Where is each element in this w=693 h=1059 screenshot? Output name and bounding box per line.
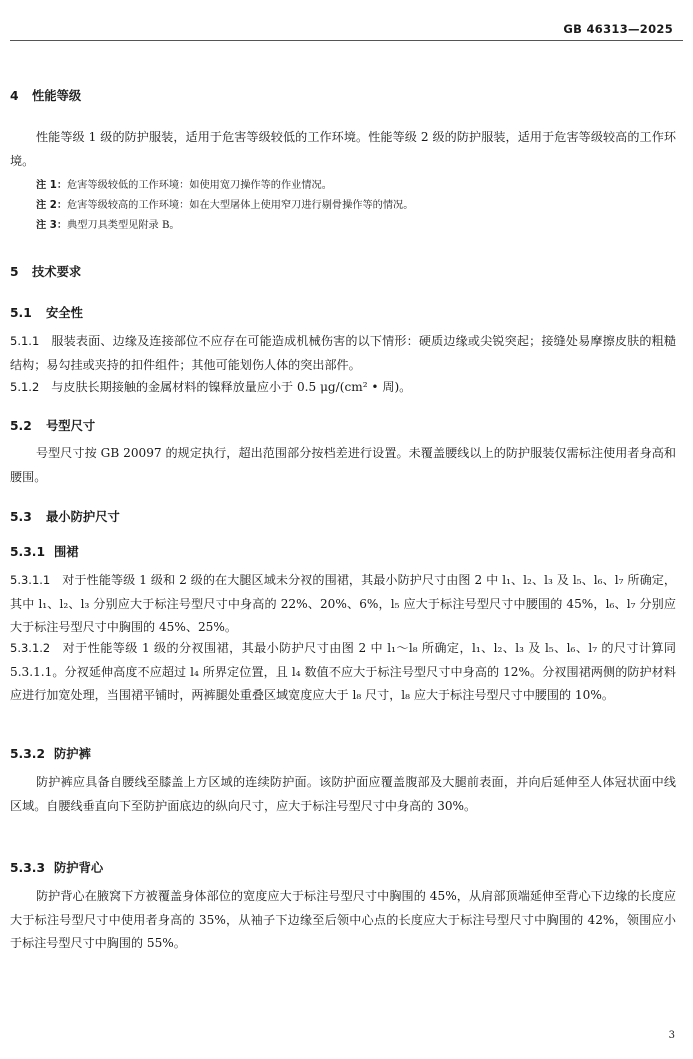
clause-5-1-2-text: 与皮肤长期接触的金属材料的镍释放量应小于 0.5 μg/(cm² • 周)。	[51, 380, 412, 394]
section-5-title: 技术要求	[32, 265, 82, 279]
section-5-3-2-paragraph: 防护裤应具备自腰线至膝盖上方区域的连续防护面。该防护面应覆盖腹部及大腿前表面，并向后延伸至人体冠状面中线区域。自腰线垂直向下至防护面底边的纵向尺寸，应大于标注号型尺寸中身高的 30%。	[10, 775, 676, 813]
section-5-2-heading	[10, 416, 95, 434]
section-5-3-3-heading	[10, 858, 103, 876]
section-4-number: 4	[10, 89, 19, 103]
note-2-label: 注 2：	[36, 200, 68, 211]
section-5-2-title: 号型尺寸	[46, 419, 96, 433]
clause-5-3-1-1-number: 5.3.1.1	[10, 573, 51, 587]
note-3	[36, 215, 180, 237]
clause-5-3-1-1	[10, 569, 676, 640]
clause-5-1-2-number: 5.1.2	[10, 380, 40, 394]
section-5-number: 5	[10, 265, 19, 279]
clause-5-3-1-2-number: 5.3.1.2	[10, 641, 51, 655]
note-1-label: 注 1：	[36, 180, 68, 191]
section-5-3-1-heading	[10, 542, 79, 560]
note-2	[36, 195, 413, 217]
clause-5-3-1-2-text: 对于性能等级 1 级的分衩围裙，其最小防护尺寸由图 2 中 l₁～l₈ 所确定，l₁、l₂、l₃ 及 l₅、l₆、l₇ 的尺寸计算同 5.3.1.1。分衩延伸高度不应超过 l₄ 所界定位置，且 l₄ 数值不应大于标注号型尺寸中身高的 12%。分衩围裙两侧的防护材料应进行加宽处理，当围裙平铺时，两裤腿处重叠区域宽度应大于 l₈ 尺寸，l₈ 应大于标注号型尺寸中腰围的 10%。	[10, 641, 676, 702]
note-3-label: 注 3：	[36, 220, 68, 231]
section-5-3-heading	[10, 507, 120, 525]
section-4-paragraph: 性能等级 1 级的防护服装，适用于危害等级较低的工作环境。性能等级 2 级的防护服装，适用于危害等级较高的工作环境。	[10, 130, 676, 168]
section-5-3-3-paragraph: 防护背心在腋窝下方被覆盖身体部位的宽度应大于标注号型尺寸中胸围的 45%，从肩部顶端延伸至背心下边缘的长度应大于标注号型尺寸中使用者身高的 35%，从袖子下边缘至后领中心点的长度应大于标注号型尺寸中胸围的 42%，领围应小于标注号型尺寸中胸围的 55%。	[10, 889, 676, 950]
standard-number: GB 46313—2025	[563, 22, 673, 36]
section-5-heading	[10, 262, 81, 280]
section-5-3-number: 5.3	[10, 510, 32, 524]
page-number: 3	[668, 1030, 675, 1041]
section-5-3-1-number: 5.3.1	[10, 545, 46, 559]
note-3-text: 典型刀具类型见附录 B。	[67, 220, 180, 231]
clause-5-3-1-2	[10, 637, 676, 708]
note-1-text: 危害等级较低的工作环境：如使用宽刀操作等的作业情况。	[67, 180, 332, 191]
section-5-3-3-number: 5.3.3	[10, 861, 46, 875]
note-2-text: 危害等级较高的工作环境：如在大型屠体上使用窄刀进行剔骨操作等的情况。	[67, 200, 414, 211]
section-5-1-heading	[10, 303, 83, 321]
clause-5-1-1	[10, 330, 676, 377]
clause-5-1-1-text: 服装表面、边缘及连接部位不应存在可能造成机械伤害的以下情形：硬质边缘或尖锐突起；接缝处易摩擦皮肤的粗糙结构；易勾挂或夹持的扣件组件；其他可能划伤人体的突出部件。	[10, 334, 676, 372]
section-5-2-paragraph: 号型尺寸按 GB 20097 的规定执行，超出范围部分按档差进行设置。未覆盖腰线以上的防护服装仅需标注使用者身高和腰围。	[10, 446, 676, 484]
clause-5-1-1-number: 5.1.1	[10, 334, 40, 348]
section-5-3-1-title: 围裙	[54, 545, 79, 559]
header-rule	[10, 40, 683, 41]
section-4-heading	[10, 86, 81, 104]
section-5-1-title: 安全性	[46, 306, 83, 320]
section-5-3-title: 最小防护尺寸	[46, 510, 120, 524]
section-5-3-2-number: 5.3.2	[10, 747, 46, 761]
clause-5-1-2	[10, 376, 676, 400]
section-5-3-2-title: 防护裤	[54, 747, 91, 761]
note-1	[36, 175, 332, 197]
section-5-2-number: 5.2	[10, 419, 32, 433]
section-5-3-3-title: 防护背心	[54, 861, 104, 875]
clause-5-3-1-1-text: 对于性能等级 1 级和 2 级的在大腿区域未分衩的围裙，其最小防护尺寸由图 2 中 l₁、l₂、l₃ 及 l₅、l₆、l₇ 所确定，其中 l₁、l₂、l₃ 分别应大于标注号型尺寸中身高的 22%、20%、6%，l₅ 应大于标注号型尺寸中腰围的 45%，l₆、l₇ 分别应大于标注号型尺寸中胸围的 45%、25%。	[10, 573, 676, 634]
section-5-3-2-heading	[10, 744, 91, 762]
section-5-1-number: 5.1	[10, 306, 32, 320]
section-4-title: 性能等级	[32, 89, 82, 103]
